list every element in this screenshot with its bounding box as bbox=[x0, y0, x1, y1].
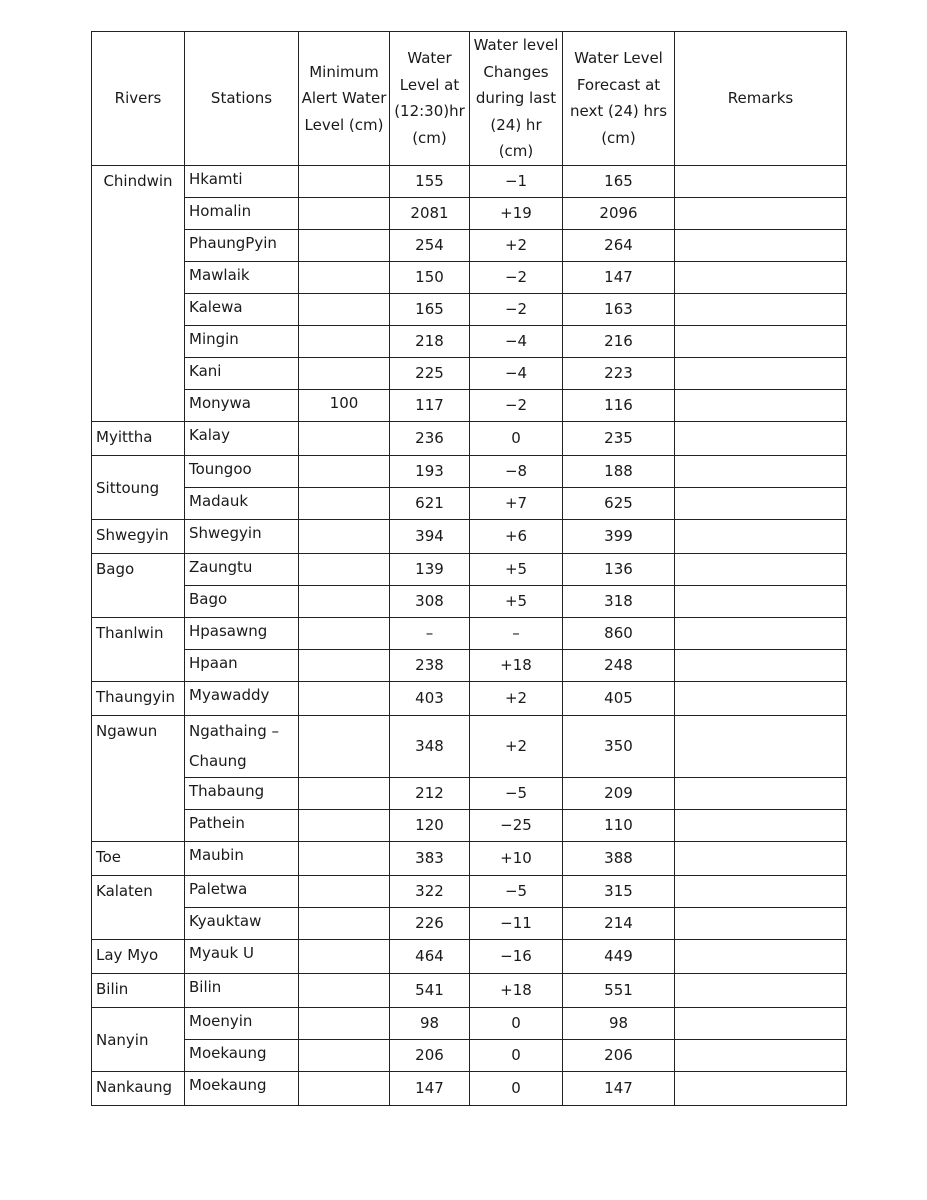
table-row bbox=[92, 649, 847, 681]
change-cell: −2 bbox=[470, 293, 563, 325]
header-rivers: Rivers bbox=[92, 32, 185, 166]
min-alert-cell bbox=[299, 875, 390, 907]
remarks-cell bbox=[675, 519, 847, 553]
water-level-cell: 541 bbox=[390, 973, 470, 1007]
river-cell: Chindwin bbox=[92, 165, 185, 421]
change-cell: 0 bbox=[470, 1007, 563, 1039]
forecast-cell: 147 bbox=[563, 1071, 675, 1105]
station-cell: Bilin bbox=[185, 973, 299, 1007]
min-alert-cell bbox=[299, 649, 390, 681]
forecast-cell: 209 bbox=[563, 777, 675, 809]
station-cell: Hpasawng bbox=[185, 617, 299, 649]
remarks-cell bbox=[675, 455, 847, 487]
water-level-cell: 464 bbox=[390, 939, 470, 973]
table-row bbox=[92, 421, 847, 455]
river-cell: Shwegyin bbox=[92, 519, 185, 553]
river-cell: Lay Myo bbox=[92, 939, 185, 973]
table-row bbox=[92, 229, 847, 261]
min-alert-cell bbox=[299, 681, 390, 715]
forecast-cell: 399 bbox=[563, 519, 675, 553]
change-cell: 0 bbox=[470, 1071, 563, 1105]
station-cell: Zaungtu bbox=[185, 553, 299, 585]
min-alert-cell bbox=[299, 455, 390, 487]
table-row bbox=[92, 585, 847, 617]
forecast-cell: 136 bbox=[563, 553, 675, 585]
change-cell: +7 bbox=[470, 487, 563, 519]
water-level-cell: 150 bbox=[390, 261, 470, 293]
min-alert-cell bbox=[299, 777, 390, 809]
river-cell: Toe bbox=[92, 841, 185, 875]
table-row bbox=[92, 973, 847, 1007]
header-row bbox=[92, 32, 847, 166]
table-row bbox=[92, 681, 847, 715]
station-cell: Bago bbox=[185, 585, 299, 617]
remarks-cell bbox=[675, 487, 847, 519]
table-row bbox=[92, 455, 847, 487]
table-row bbox=[92, 487, 847, 519]
water-level-cell: 193 bbox=[390, 455, 470, 487]
change-cell: +18 bbox=[470, 973, 563, 1007]
station-cell: Thabaung bbox=[185, 777, 299, 809]
water-level-cell: 225 bbox=[390, 357, 470, 389]
forecast-cell: 625 bbox=[563, 487, 675, 519]
min-alert-cell bbox=[299, 939, 390, 973]
table-row bbox=[92, 357, 847, 389]
forecast-cell: 350 bbox=[563, 715, 675, 777]
min-alert-cell bbox=[299, 325, 390, 357]
min-alert-cell bbox=[299, 715, 390, 777]
remarks-cell bbox=[675, 357, 847, 389]
table-row bbox=[92, 165, 847, 197]
change-cell: +19 bbox=[470, 197, 563, 229]
forecast-cell: 860 bbox=[563, 617, 675, 649]
water-level-cell: 236 bbox=[390, 421, 470, 455]
change-cell: 0 bbox=[470, 421, 563, 455]
forecast-cell: 315 bbox=[563, 875, 675, 907]
remarks-cell bbox=[675, 841, 847, 875]
table-row bbox=[92, 519, 847, 553]
change-cell: −5 bbox=[470, 777, 563, 809]
remarks-cell bbox=[675, 261, 847, 293]
forecast-cell: 223 bbox=[563, 357, 675, 389]
change-cell: −11 bbox=[470, 907, 563, 939]
station-cell: Kalay bbox=[185, 421, 299, 455]
station-cell: Paletwa bbox=[185, 875, 299, 907]
water-level-cell: 348 bbox=[390, 715, 470, 777]
table-row bbox=[92, 907, 847, 939]
min-alert-cell bbox=[299, 617, 390, 649]
table-row bbox=[92, 777, 847, 809]
station-cell: Kalewa bbox=[185, 293, 299, 325]
river-cell: Bilin bbox=[92, 973, 185, 1007]
water-level-cell: 2081 bbox=[390, 197, 470, 229]
table-row bbox=[92, 293, 847, 325]
station-cell: Moekaung bbox=[185, 1039, 299, 1071]
remarks-cell bbox=[675, 585, 847, 617]
forecast-cell: 2096 bbox=[563, 197, 675, 229]
water-level-cell: 165 bbox=[390, 293, 470, 325]
min-alert-cell bbox=[299, 357, 390, 389]
water-level-cell: 212 bbox=[390, 777, 470, 809]
forecast-cell: 98 bbox=[563, 1007, 675, 1039]
change-cell: +2 bbox=[470, 715, 563, 777]
river-cell: Sittoung bbox=[92, 455, 185, 519]
remarks-cell bbox=[675, 229, 847, 261]
table-row bbox=[92, 1007, 847, 1039]
forecast-cell: 163 bbox=[563, 293, 675, 325]
change-cell: −8 bbox=[470, 455, 563, 487]
header-water-level: Water Level at (12:30)hr (cm) bbox=[390, 32, 470, 166]
table-body bbox=[92, 165, 847, 1105]
forecast-cell: 188 bbox=[563, 455, 675, 487]
header-change: Water level Changes during last (24) hr (cm) bbox=[470, 32, 563, 166]
station-cell: Moenyin bbox=[185, 1007, 299, 1039]
water-level-cell: 226 bbox=[390, 907, 470, 939]
remarks-cell bbox=[675, 325, 847, 357]
remarks-cell bbox=[675, 809, 847, 841]
station-cell: Hkamti bbox=[185, 165, 299, 197]
header-min-alert: Minimum Alert Water Level (cm) bbox=[299, 32, 390, 166]
station-cell: Myawaddy bbox=[185, 681, 299, 715]
river-cell: Thaungyin bbox=[92, 681, 185, 715]
change-cell: −25 bbox=[470, 809, 563, 841]
min-alert-cell: 100 bbox=[299, 389, 390, 421]
header-forecast: Water Level Forecast at next (24) hrs (cm) bbox=[563, 32, 675, 166]
forecast-cell: 206 bbox=[563, 1039, 675, 1071]
remarks-cell bbox=[675, 907, 847, 939]
min-alert-cell bbox=[299, 229, 390, 261]
header-remarks: Remarks bbox=[675, 32, 847, 166]
station-cell: PhaungPyin bbox=[185, 229, 299, 261]
water-level-cell: 120 bbox=[390, 809, 470, 841]
station-cell: Ngathaing – Chaung bbox=[185, 715, 299, 777]
min-alert-cell bbox=[299, 1039, 390, 1071]
station-cell: Kani bbox=[185, 357, 299, 389]
water-level-cell: 206 bbox=[390, 1039, 470, 1071]
header-stations: Stations bbox=[185, 32, 299, 166]
forecast-cell: 264 bbox=[563, 229, 675, 261]
station-cell: Homalin bbox=[185, 197, 299, 229]
forecast-cell: 551 bbox=[563, 973, 675, 1007]
water-level-cell: 139 bbox=[390, 553, 470, 585]
station-cell: Shwegyin bbox=[185, 519, 299, 553]
change-cell: +6 bbox=[470, 519, 563, 553]
forecast-cell: 449 bbox=[563, 939, 675, 973]
min-alert-cell bbox=[299, 553, 390, 585]
water-level-cell: 147 bbox=[390, 1071, 470, 1105]
river-cell: Ngawun bbox=[92, 715, 185, 841]
remarks-cell bbox=[675, 553, 847, 585]
water-level-report bbox=[91, 31, 847, 1106]
table-header bbox=[92, 32, 847, 166]
remarks-cell bbox=[675, 1007, 847, 1039]
remarks-cell bbox=[675, 165, 847, 197]
station-cell: Pathein bbox=[185, 809, 299, 841]
table-row bbox=[92, 809, 847, 841]
river-cell: Kalaten bbox=[92, 875, 185, 939]
water-level-cell: 218 bbox=[390, 325, 470, 357]
water-level-cell: 117 bbox=[390, 389, 470, 421]
water-level-cell: 621 bbox=[390, 487, 470, 519]
min-alert-cell bbox=[299, 809, 390, 841]
remarks-cell bbox=[675, 681, 847, 715]
station-cell: Moekaung bbox=[185, 1071, 299, 1105]
min-alert-cell bbox=[299, 165, 390, 197]
change-cell: −2 bbox=[470, 261, 563, 293]
remarks-cell bbox=[675, 389, 847, 421]
station-cell: Kyauktaw bbox=[185, 907, 299, 939]
table-row bbox=[92, 1039, 847, 1071]
remarks-cell bbox=[675, 617, 847, 649]
change-cell: – bbox=[470, 617, 563, 649]
change-cell: −4 bbox=[470, 325, 563, 357]
change-cell: −4 bbox=[470, 357, 563, 389]
station-cell: Monywa bbox=[185, 389, 299, 421]
water-level-cell: 383 bbox=[390, 841, 470, 875]
change-cell: +10 bbox=[470, 841, 563, 875]
water-level-cell: 308 bbox=[390, 585, 470, 617]
table-row bbox=[92, 875, 847, 907]
water-level-cell: 98 bbox=[390, 1007, 470, 1039]
remarks-cell bbox=[675, 649, 847, 681]
table-row bbox=[92, 553, 847, 585]
min-alert-cell bbox=[299, 421, 390, 455]
min-alert-cell bbox=[299, 519, 390, 553]
min-alert-cell bbox=[299, 1007, 390, 1039]
station-cell: Mingin bbox=[185, 325, 299, 357]
min-alert-cell bbox=[299, 907, 390, 939]
station-cell: Hpaan bbox=[185, 649, 299, 681]
forecast-cell: 216 bbox=[563, 325, 675, 357]
river-cell: Myittha bbox=[92, 421, 185, 455]
river-cell: Thanlwin bbox=[92, 617, 185, 681]
forecast-cell: 214 bbox=[563, 907, 675, 939]
forecast-cell: 388 bbox=[563, 841, 675, 875]
remarks-cell bbox=[675, 875, 847, 907]
station-cell: Myauk U bbox=[185, 939, 299, 973]
water-level-cell: 238 bbox=[390, 649, 470, 681]
remarks-cell bbox=[675, 777, 847, 809]
table-row bbox=[92, 261, 847, 293]
water-level-cell: 394 bbox=[390, 519, 470, 553]
forecast-cell: 110 bbox=[563, 809, 675, 841]
forecast-cell: 405 bbox=[563, 681, 675, 715]
change-cell: +18 bbox=[470, 649, 563, 681]
min-alert-cell bbox=[299, 261, 390, 293]
change-cell: +2 bbox=[470, 681, 563, 715]
min-alert-cell bbox=[299, 293, 390, 325]
remarks-cell bbox=[675, 1071, 847, 1105]
water-level-table bbox=[91, 31, 847, 1106]
remarks-cell bbox=[675, 197, 847, 229]
river-cell: Nankaung bbox=[92, 1071, 185, 1105]
min-alert-cell bbox=[299, 973, 390, 1007]
table-row bbox=[92, 617, 847, 649]
change-cell: −16 bbox=[470, 939, 563, 973]
change-cell: −2 bbox=[470, 389, 563, 421]
forecast-cell: 147 bbox=[563, 261, 675, 293]
change-cell: +2 bbox=[470, 229, 563, 261]
river-cell: Bago bbox=[92, 553, 185, 617]
change-cell: 0 bbox=[470, 1039, 563, 1071]
forecast-cell: 318 bbox=[563, 585, 675, 617]
remarks-cell bbox=[675, 421, 847, 455]
change-cell: −1 bbox=[470, 165, 563, 197]
table-row bbox=[92, 841, 847, 875]
remarks-cell bbox=[675, 973, 847, 1007]
table-row bbox=[92, 389, 847, 421]
table-row bbox=[92, 197, 847, 229]
change-cell: −5 bbox=[470, 875, 563, 907]
min-alert-cell bbox=[299, 841, 390, 875]
table-row bbox=[92, 939, 847, 973]
table-row bbox=[92, 1071, 847, 1105]
forecast-cell: 165 bbox=[563, 165, 675, 197]
forecast-cell: 248 bbox=[563, 649, 675, 681]
change-cell: +5 bbox=[470, 585, 563, 617]
station-cell: Maubin bbox=[185, 841, 299, 875]
station-cell: Madauk bbox=[185, 487, 299, 519]
table-row bbox=[92, 715, 847, 777]
station-cell: Mawlaik bbox=[185, 261, 299, 293]
forecast-cell: 235 bbox=[563, 421, 675, 455]
remarks-cell bbox=[675, 1039, 847, 1071]
water-level-cell: – bbox=[390, 617, 470, 649]
remarks-cell bbox=[675, 939, 847, 973]
water-level-cell: 403 bbox=[390, 681, 470, 715]
table-row bbox=[92, 325, 847, 357]
water-level-cell: 322 bbox=[390, 875, 470, 907]
water-level-cell: 155 bbox=[390, 165, 470, 197]
min-alert-cell bbox=[299, 197, 390, 229]
min-alert-cell bbox=[299, 487, 390, 519]
min-alert-cell bbox=[299, 1071, 390, 1105]
river-cell: Nanyin bbox=[92, 1007, 185, 1071]
remarks-cell bbox=[675, 715, 847, 777]
min-alert-cell bbox=[299, 585, 390, 617]
forecast-cell: 116 bbox=[563, 389, 675, 421]
station-cell: Toungoo bbox=[185, 455, 299, 487]
water-level-cell: 254 bbox=[390, 229, 470, 261]
remarks-cell bbox=[675, 293, 847, 325]
change-cell: +5 bbox=[470, 553, 563, 585]
